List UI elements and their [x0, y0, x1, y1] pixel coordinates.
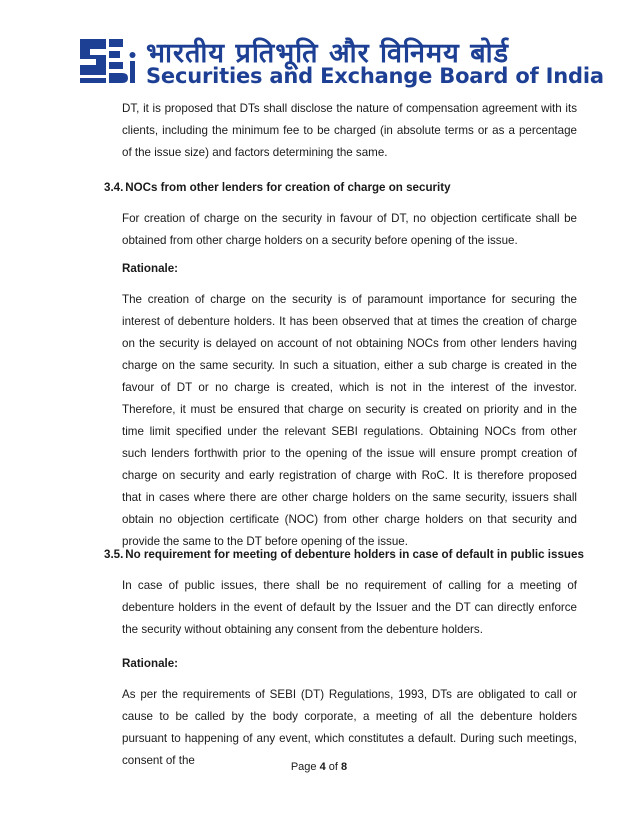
section-3-4-paragraph: For creation of charge on the security in favour of DT, no objection certificate shall be obtained from other charge holders on a security before opening of the issue. [122, 212, 577, 247]
section-number: 3.4. [104, 181, 124, 194]
of-label: of [328, 761, 338, 773]
total-pages: 8 [341, 761, 348, 773]
section-title: NOCs from other lenders for creation of charge on security [125, 181, 451, 194]
sebi-logo-icon [76, 33, 138, 89]
page-label: Page [290, 761, 317, 773]
section-3-5-rationale-text: As per the requirements of SEBI (DT) Regulations, 1993, DTs are obligated to call or cause to be called by the body corporate, a meeting of all the debenture holders pursuant to happening of any event, which constitutes a default. During such meetings, consent of the [122, 688, 577, 767]
section-3-5-heading [104, 548, 584, 561]
hindi-title: भारतीय प्रतिभूति और विनिमय बोर्ड [146, 38, 510, 69]
section-3-4-heading [104, 181, 451, 194]
section-3-5-rationale-label: Rationale: [122, 657, 179, 670]
page-footer [0, 761, 638, 773]
section-3-5-paragraph: In case of public issues, there shall be no requirement of calling for a meeting of debenture holders in the event of default by the Issuer and the DT can directly enforce the security without obtaining any consent from the debenture holders. [122, 579, 577, 636]
section-3-4-rationale-label: Rationale: [122, 262, 179, 275]
continued-paragraph: DT, it is proposed that DTs shall disclose the nature of compensation agreement with its clients, including the minimum fee to be charged (in absolute terms or as a percentage of the issue size) and factors determining the same. [122, 102, 577, 159]
section-3-4-rationale-text: The creation of charge on the security is of paramount importance for securing the interest of debenture holders. It has been observed that at times the creation of charge on the security is delayed on account of not obtaining NOCs from other lenders having charge on the same security. In such a situation, either a sub charge is created in the favour of DT or no charge is created, which is not in the interest of the investor. Therefore, it must be ensured that charge on security is created on priority and in the time limit specified under the relevant SEBI regulations. Obtaining NOCs from other such lenders forthwith prior to the opening of the issue will ensure prompt creation of charge on security and early registration of charge with RoC. It is therefore proposed that in cases where there are other charge holders on the same security, issuers shall obtain no objection certificate (NOC) from other charge holders on that security and provide the same to the DT before opening of the issue. [122, 293, 577, 548]
section-number: 3.5. [104, 548, 124, 561]
page-number: 4 [319, 761, 326, 773]
section-title: No requirement for meeting of debenture holders in case of default in public issues [125, 548, 584, 561]
letterhead [76, 33, 604, 89]
english-title: Securities and Exchange Board of India [146, 64, 604, 88]
